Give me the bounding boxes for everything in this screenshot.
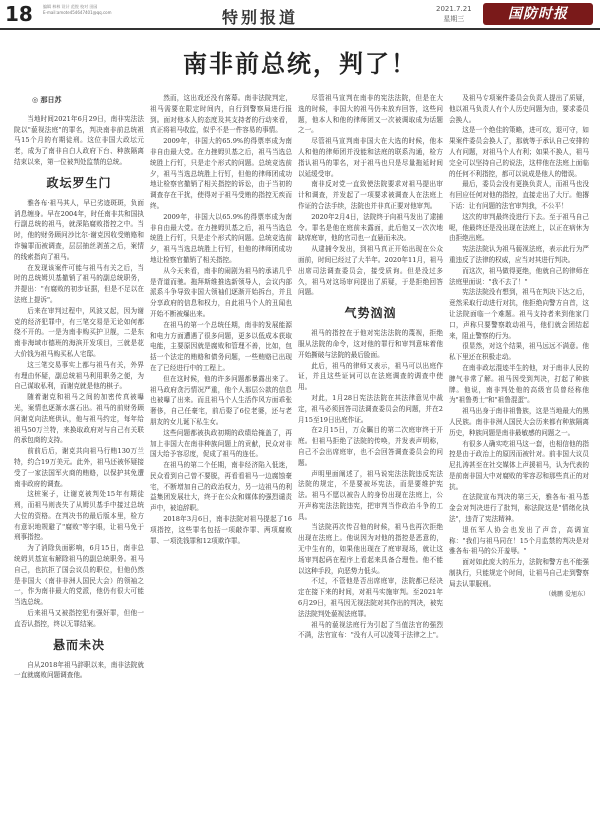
paragraph: 为了消除负面影响，6月15日，南非总统姆贝基宣布解除祖马的副总统职务。祖马自己，也抗拒了国会议员的职位，但他仍然是非国大（南非非洲人国民大会）的领袖之一，作为南非最大的党派，他仍有很大可能当选总统。 [14,544,144,607]
editor-names: 编辑 林林 设计 范悦 校对 田园 [43,4,98,9]
paragraph: 2009年，非国大的65.9%的得票率成为南非自由最大党。在力挫姆贝基之后，祖马当选总统胜上行钉，只是走个形式的问题。总统竞选前夕，祖马当选总统胜上行钉，但他的律师团成功地让检察官撤销了相关指控的诉讼，由于当初的调查存在干扰，使得对于祖马受贿的指控无疾而终。 [150,137,292,210]
subheading-aggressive: 气势汹汹 [344,306,397,321]
paragraph: 这次的审判最终没进行下去。至于祖马自己呢，他最终还是没出现在法庭上，以正在病休为由拒绝出庭。 [449,212,589,243]
paragraph: 后来祖马又被指控犯有强奸罪，但他一直否认指控，终以无罪结案。 [14,609,144,628]
paragraph: 声明里面阐述了，祖马说宪法法院违反宪法法院的规定，不是要被坏宪法，而是要维护宪法。祖马不愿以被告人的身份出现在法庭上，公开声称宪法法院违宪，把审判当作政治斗争的工具。 [298,469,443,521]
page-header [0,0,600,30]
paragraph: 2009年，非国大以65.9%的得票率成为南非自由最大党。在力挫姆贝基之后，祖马当选总统胜上行钉，只是走个形式的问题。总统竞选前夕，祖马当选总统胜上行钉，但他的律师团成功地让检察官撤销了相关指控。 [150,212,292,264]
article-column-1 [14,93,144,818]
paragraph: 不过，不管他是否出席庭审，法院都已经决定在接下来的时间，对祖马实施审判。至2021年6月29日，祖马因无视法院对其作出的判决，被宪法法院判处藐视法庭罪。 [298,577,443,618]
paragraph: 这桩案子，让谢克被判处15年有期徒刑，而祖马则丧失了从姆贝基手中接过总统大位的资格。在判决书的最后版本里，检方有意识地规避了"腐败"等字眼，让祖马免于刑事指控。 [14,490,144,542]
page-number: 18 [5,2,33,26]
issue-date [436,4,472,24]
paragraph: 很显然，对这个结果，祖马远远不满意。他私下里还在积极走动。 [449,342,589,362]
paragraph: 而这次，祖马做得更绝，他就自己的律师在法庭里面说："我不去了！" [449,266,589,286]
paragraph: 但在这时候，他的许多问题都暴露出来了。祖马政府贪污情况严重，他个人那层公款的信息也被曝了出来。而且祖马个人生活作风方面乖张奢侈，自己任豪宅，前后娶了6位老婆，还与老朋友的女儿诞下私生女。 [150,374,292,426]
paragraph: 雅各布·祖马其人，早已劣迹斑斑，负面消息缠身。早在2004年，时任南非共和国执行副总统的祖马，就深陷腐败指控之中。当时，他的财务顾问沙比尔·谢克因收受贿赂和诈骗罪而被调查，层层抽丝剥茧之后，案情的线索指向了祖马。 [14,198,144,261]
paragraph: 最后，委员会没有更换负责人，而祖马也没有回应任何对他的指控，直接走出了大厅。他撂下话：让有问题的法官审判我，不公平！ [449,180,589,210]
paragraph: 前前后后，谢克共向祖马行贿130万兰特，约合19万美元。此外，祖马还被怀疑接受了一家法国军火商的贿赂，以保护其免遭南非政府的调查。 [14,447,144,488]
paragraph: 在发现该案件可能与祖马有关之后，当时的总统姆贝基撤销了祖马的副总统职务，并提出："有腐败的初步证据，但是不足以在法庭上提诉"。 [14,263,144,304]
paragraph: 及祖马专项案件委员会负责人提出了质疑，他以祖马负责人有个人历史问题为由，要求委员会换人。 [449,94,589,124]
paragraph: 宪法法院没有想到，祖马在判决下达之后，竟然采取行动进行对抗，他拒绝向警方自首，这让法院面临一个难题。祖马支持者来到他家门口，声称只要警察敢动祖马，他们就会团结起来，阻止警察的行为。 [449,288,589,340]
paragraph: 在2月15日，万众瞩目的第二次庭审终于开庭。但祖马拒绝了法院的传唤，并发表声明称，自己不会出席庭审，也不会回答调查委员会的问题。 [298,426,443,467]
article-headline: 南非前总统，判了！ [183,50,417,78]
paragraph: 后来在审判过程中，风波又起，因为谢克的经济犯罪中，有三笔交易是无论如何都绕不开的。一是为南非购买护卫舰，二是东南非海域市德班的海滨开发项目，三就是花大价钱为祖马购买私人宅邸。 [14,306,144,358]
author-byline: ◎ 那日苏 [32,95,62,104]
reporter-credit: （姚鹏 爱旭东） [545,590,589,598]
paragraph: 祖马的藐视法庭行为引起了当值法官的强烈不满，法官宣布："没有人可以凌驾于法律之上"。 [298,620,443,640]
paragraph: 此后，祖马的律师又表示，祖马可以出庭作证，并且这些证词可以在法庭调查的调查中使用。 [298,361,443,392]
subheading-pending: 悬而未决 [52,637,105,652]
paragraph: 有很多人确实吃祖马这一套，也相信他的指控是由于政治上的原因而被针对。前非国大议员尼扎涛甚至在社交媒体上声援祖马，认为代表的是前南非国大中对腐败的零容忍和那些真正的对抗。 [449,439,589,491]
paragraph: 在祖马的第一个总统任期，南非的发展能源和电力方面遭遇了很多问题，更多以低成本获取电能，主要原因就是腐败和管理不善，比如，包括一个法定的贿赂和债务问题，一些贿赂已出现在了已经进行中的工程上。 [150,320,292,372]
section-title: 特别报道 [222,8,299,27]
article-column-2 [150,93,292,818]
editor-credits [43,4,163,16]
paragraph: 面对如此庞大的压力，法院和警方也不能强制执行，只能规定个时间，让祖马自己走到警察局去认罪服刑。 [449,558,589,588]
paragraph: 2018年3月6日，南非法院对祖马提起了16项指控，这些罪名包括一项敲诈罪、两项腐败罪、一项洗钱罪和12项欺诈罪。 [150,515,292,545]
paragraph: 当法院再次传召他的时候，祖马也再次拒绝出现在法庭上。他说因为对他的指控是恶意的，无中生有的，如果他出现在了庭审现场，就让这场审判起码在程序上看起来具备合理性。他不能以这种手段，向恶势力低头。 [298,523,443,575]
article-column-4 [449,93,589,818]
paragraph: 宪法法院认为祖马藐视法庭，表示此行为严重违反了法律的权威，应当对其进行判决。 [449,245,589,264]
paragraph: 对此，1月28日宪法法院在其法律意见中裁定，祖马必须回答司法调查委员会的问题，并在2月15至19日出庭作证。 [298,393,443,424]
article-column-3 [298,93,443,818]
paragraph: 从今天来看，南非的闹剧为祖马的承诺几乎是背道而驰。拖拜斯维推选新领导人，会议内部派系斗争导致非国大领袖们逐渐开始拆台，并且分享政府的信息和权力，自此祖马个人的丑闻也开始不断被爆出来。 [150,266,292,318]
paragraph: 然而，这出戏还没有落幕。南非法院判定，祖马需要在限定时间内，自行到警察局进行报到。面对他本人的态度及其支持者的行动来看，真正将祖马收监，似乎不是一件容易的事情。 [150,94,292,135]
paragraph: 2020年2月4日，法院终于向祖马发出了逮捕令。罪名是他在庭前未露面，此后他又一次次地缺席庭审，他的官司也一直悬而未决。 [298,212,443,243]
newspaper-logo: 国防时报 [483,3,593,25]
paragraph: 尽管祖马宣判在南非的宪法法院，但是在大选的时候，非国大的祖马仍未放弃回答，这些问题，他本人和他的律师团又一次被调取成为话题之一。 [298,94,443,135]
paragraph: 在南非政坛混迹半生的他，对于南非人民的脾气非常了解。祖马因受到判决，打起了种族牌。他说，南非判处他的高级官员曾经称他为"祖鲁勇士"和"祖鲁混蛋"。 [449,363,589,405]
paragraph: 当地时间2021年6月29日，南非宪法法院以"藐视法庭"的罪名，判决南非前总统祖马15个月的有期徒刑。这位非国大政坛元老，成为了南非自白人政府下台、种族隔离结束以来，第一位被判处监禁的总统。 [14,114,144,166]
paragraph: 南非反对党一直致使法院要求对祖马提出审计和调查，并发起了一项要求被调查人在法庭上作证的合法手续，法院也并非真正要对他审判。 [298,180,443,210]
weekday-text: 星期三 [443,15,465,23]
paragraph: 这三笔交易事实上都与祖马有关，外界有理由怀疑，副总统祖马利用职务之便，为自己谋取私利，而谢克就是他的棋子。 [14,360,144,391]
paragraph: 祖马出身于南非祖鲁族，这是当地最大的黑人民族。南非非洲人国民大会历来都有种族隔离历史，种族问题是南非最敏感的问题之一。 [449,407,589,437]
subheading-politics: 政坛罗生门 [46,175,112,190]
paragraph: 退伍军人协会也发出了声音，高调宣称："我们与祖马同在！15个月监禁的判决是对雅各布·祖马的公开羞辱。" [449,525,589,556]
paragraph: 在法院宣布判决的第三天，雅各布·祖马基金会对判决进行了批判，称法院这是"情绪化执法"，违背了宪法精神。 [449,493,589,524]
paragraph: 从逮捕令发出，到祖马真正开始出现在公众面前，时间已经过了大半年。2020年11月，祖马出席司法调查委员会，接受质询。但是没过多久，祖马对这场审问提出了质疑，于是拒绝回答问题。 [298,245,443,297]
paragraph: 自从2018年祖马辞职以来，南非法院就一直就腐败问题调查他。 [14,660,144,680]
paragraph: 随着谢克和祖马之间的加密传真被曝光，案情也逐渐水落石出。祖马的前财务顾问谢克向法庭供认，他与祖马约定，每年给祖马50万兰特，来换取政府对与自己有关联的承包商的支持。 [14,393,144,445]
paragraph: 这些问题都被执政初期的政绩给掩盖了，再加上非国大在南非种族问题上的贡献，民众对非国大给予容忍度，促成了祖马的连任。 [150,428,292,459]
paragraph: 祖马的指控在于他对宪法法院的蔑视，拒绝服从法院的命令，这对他的罪行和审判意味着他开始撕破与法院的最后脸面。 [298,329,443,359]
paragraph: 在祖马的第二个任期，南非经济陷入低迷，民众看到自己曾不要脱，再看看祖马一边腐蚀豪宅，不断增加自己的政治权力，另一边祖马的利益集团发展壮大，终于在公众和媒体的强烈谴责声中，被迫辞职。 [150,461,292,513]
editor-email: E-mail:amote454647401@qq.com [43,10,112,15]
paragraph: 尽管祖马宣判南非国大在大选的时候，他本人和他的律师团并没能和法庭的联系沟通，检方指认祖马的罪名，对于祖马也只是尽量拖延时间以延缓受审。 [298,137,443,178]
date-text: 2021.7.21 [436,5,472,13]
paragraph: 这是一个绝佳的策略，进可攻，退可守，如果案件委员会换人了，那就等于承认自己安排的人有问题，对祖马个人有利；如果不换人，祖马完全可以坚持自己的说法，这样他在法庭上面临的任何不利指控，都可以说成是他人的错误。 [449,126,589,178]
